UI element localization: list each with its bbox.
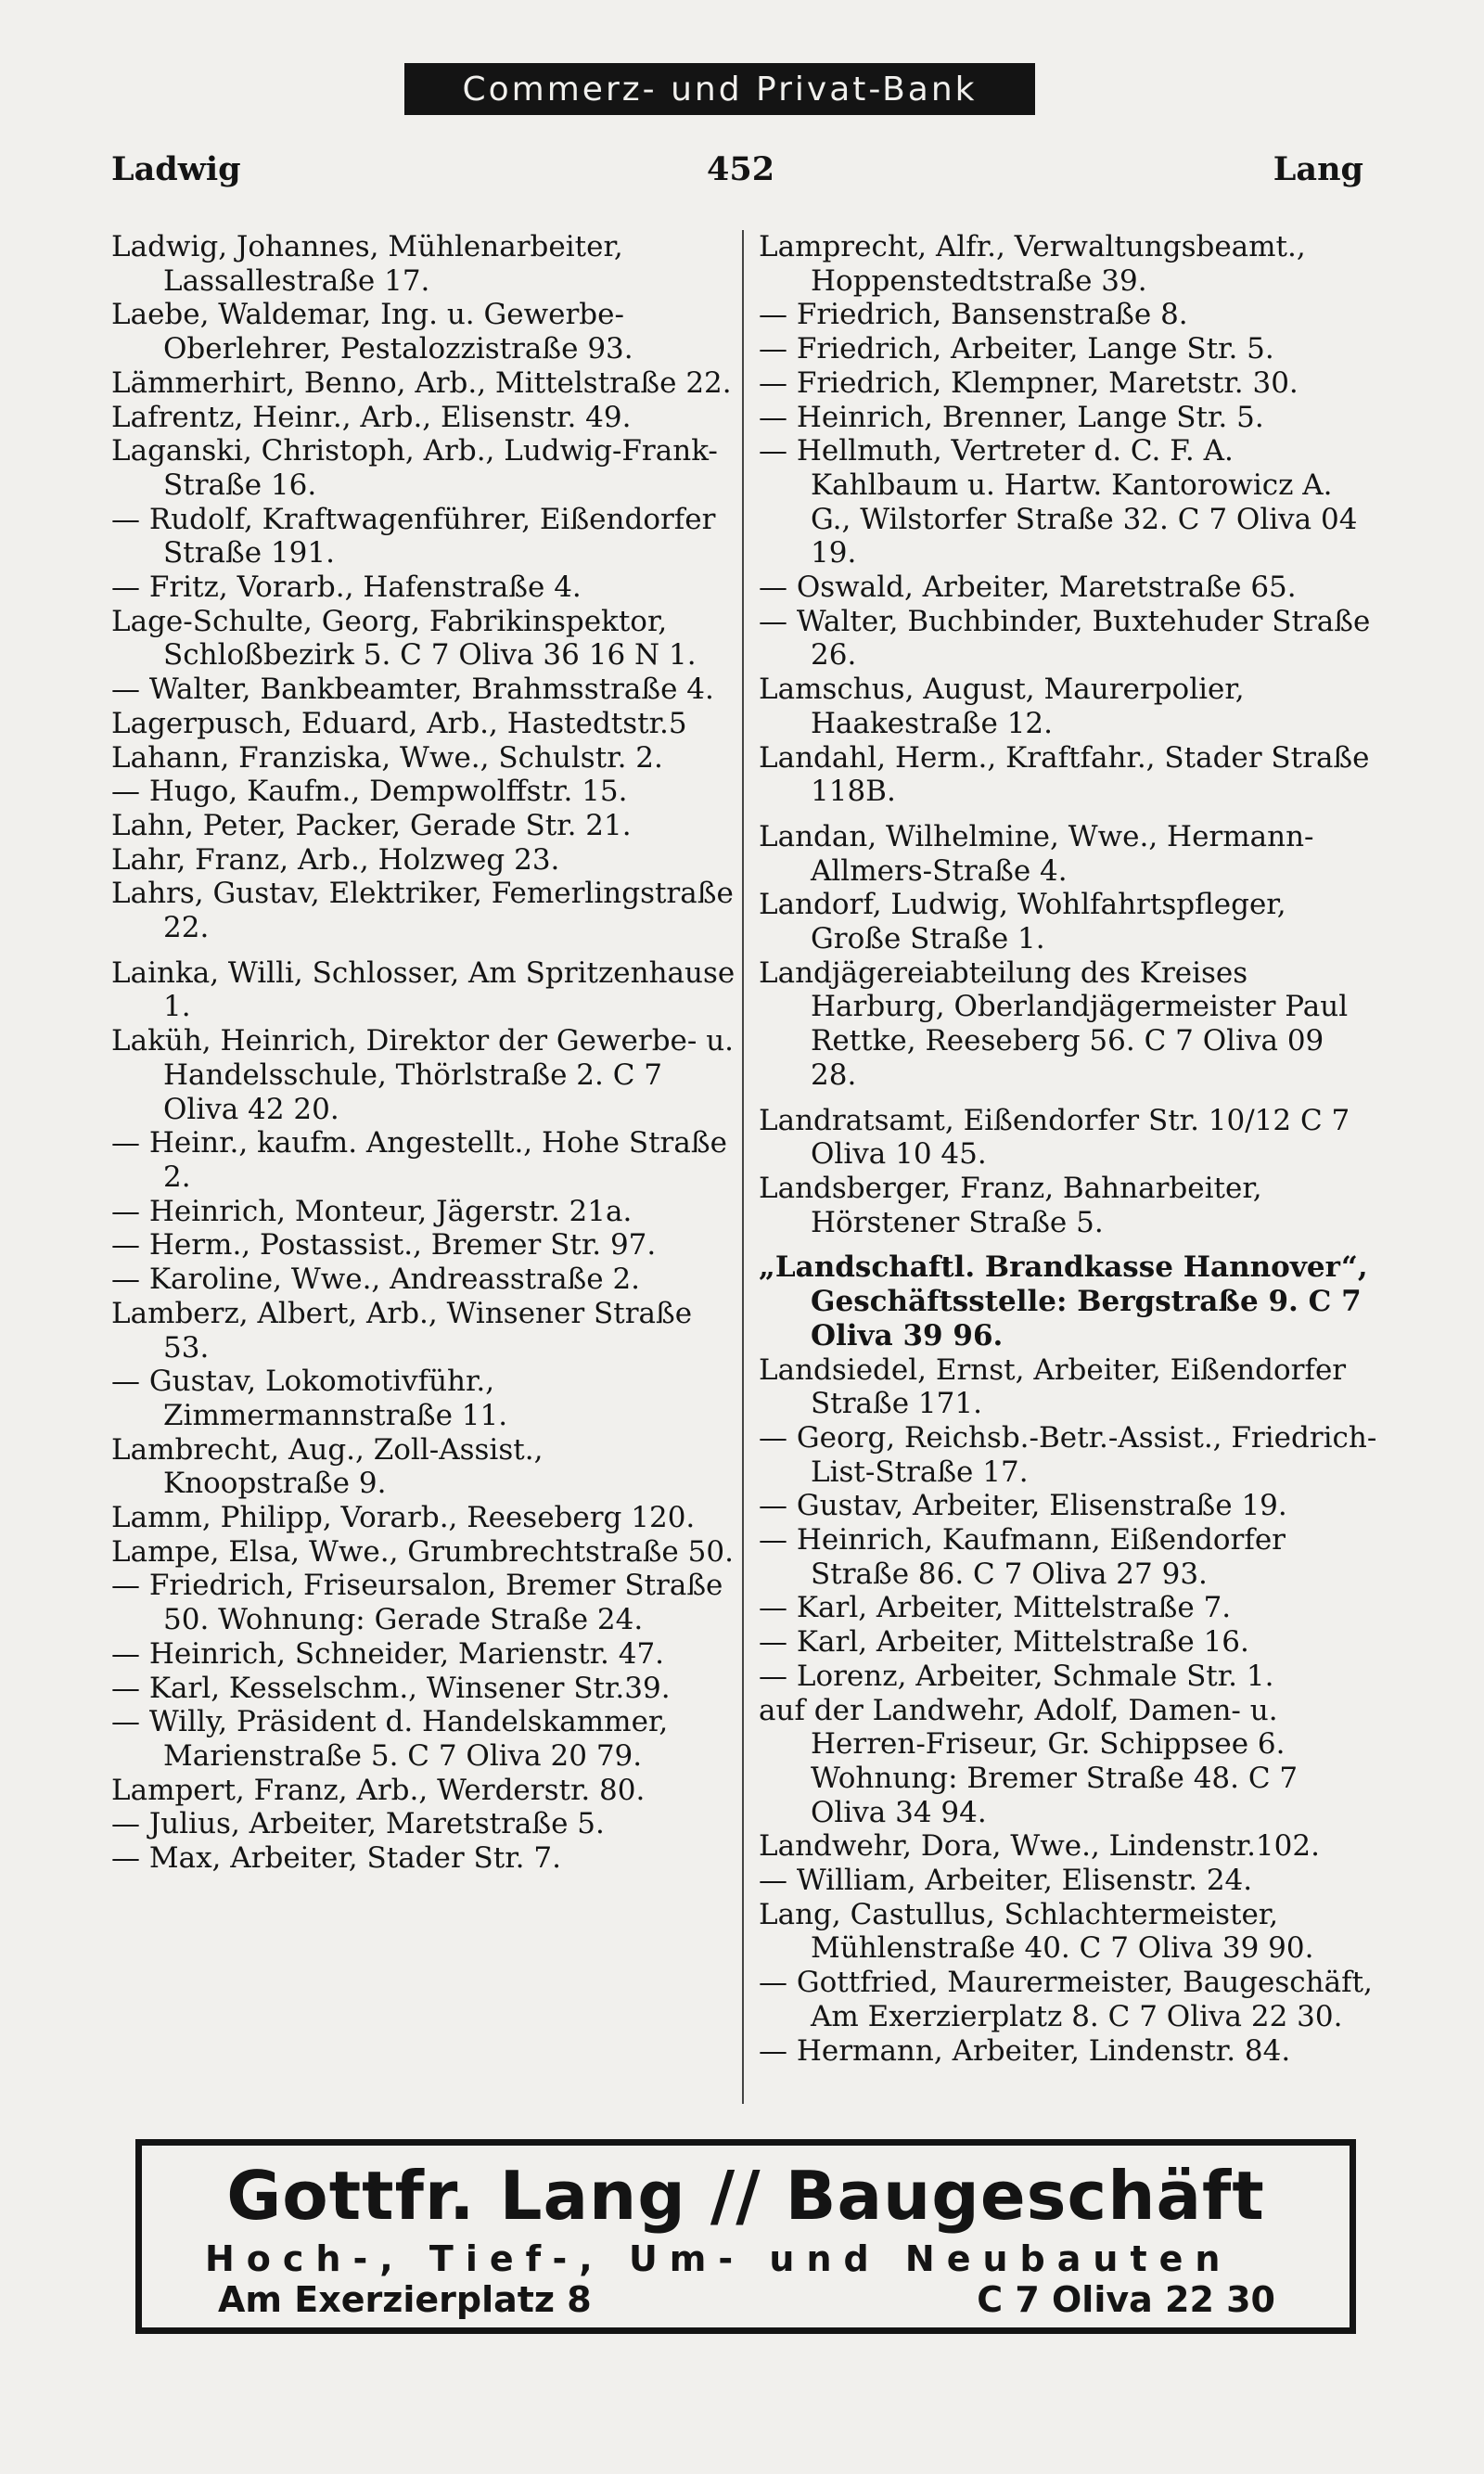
- header-left-keyword: Ladwig: [111, 150, 241, 188]
- directory-entry: — Karoline, Wwe., Andreasstraße 2.: [111, 1263, 641, 1297]
- directory-entry: — Heinrich, Monteur, Jägerstr. 21a.: [111, 1194, 633, 1228]
- directory-entry: Landsiedel, Ernst, Arbeiter, Eißendorfer Straße 171.: [759, 1352, 1347, 1421]
- directory-entry: — Heinrich, Schneider, Marienstr. 47.: [111, 1636, 665, 1671]
- directory-entry: Laküh, Heinrich, Direktor der Gewerbe- u. Handelsschule, Thörlstraße 2. C 7 Oliva 42 20.: [111, 1024, 735, 1126]
- directory-entry: Lamprecht, Alfr., Verwaltungsbeamt., Hoppenstedtstraße 39.: [759, 230, 1306, 298]
- directory-entry: — Friedrich, Bansenstraße 8.: [759, 298, 1188, 332]
- directory-entry: — Friedrich, Friseursalon, Bremer Straße 50. Wohnung: Gerade Straße 24.: [111, 1569, 723, 1637]
- directory-entry: Lainka, Willi, Schlosser, Am Spritzenhause 1.: [111, 955, 736, 1024]
- directory-entry: Lafrentz, Heinr., Arb., Elisenstr. 49.: [111, 400, 632, 434]
- directory-entry: Lämmerhirt, Benno, Arb., Mittelstraße 22.: [111, 365, 732, 400]
- page-number: 452: [707, 150, 775, 188]
- directory-entry: Landahl, Herm., Kraftfahr., Stader Straße 118B.: [759, 740, 1370, 809]
- directory-entry: — Julius, Arbeiter, Maretstraße 5.: [111, 1807, 605, 1841]
- directory-entry: — Max, Arbeiter, Stader Str. 7.: [111, 1841, 561, 1876]
- directory-entry: — Herm., Postassist., Bremer Str. 97.: [111, 1228, 657, 1263]
- directory-entry: — Karl, Arbeiter, Mittelstraße 16.: [759, 1625, 1249, 1660]
- directory-entry: — Fritz, Vorarb., Hafenstraße 4.: [111, 570, 582, 605]
- directory-entry: — Georg, Reichsb.-Betr.-Assist., Friedrich-List-Straße 17.: [759, 1420, 1377, 1489]
- directory-entry: — Walter, Buchbinder, Buxtehuder Straße 26.: [759, 604, 1371, 673]
- directory-entry: Lamberz, Albert, Arb., Winsener Straße 53.: [111, 1296, 693, 1365]
- directory-entry: — Friedrich, Klempner, Maretstr. 30.: [759, 365, 1298, 400]
- ad-subtitle: Hoch-, Tief-, Um- und Neubauten: [205, 2238, 1233, 2279]
- left-column: [111, 230, 737, 1876]
- directory-entry: — Lorenz, Arbeiter, Schmale Str. 1.: [759, 1659, 1274, 1693]
- directory-entry: — Gottfried, Maurermeister, Baugeschäft, Am Exerzierplatz 8. C 7 Oliva 22 30.: [759, 1966, 1373, 2033]
- directory-entry: Lampe, Elsa, Wwe., Grumbrechtstraße 50.: [111, 1534, 734, 1569]
- directory-entry: — Gustav, Arbeiter, Elisenstraße 19.: [759, 1489, 1287, 1523]
- advertisement-box: [135, 2139, 1356, 2334]
- column-divider: [742, 230, 744, 2104]
- bank-banner: Commerz- und Privat-Bank: [404, 63, 1035, 115]
- directory-entry: — Heinr., kaufm. Angestellt., Hohe Straße 2.: [111, 1126, 727, 1194]
- directory-entry: — Heinrich, Brenner, Lange Str. 5.: [759, 400, 1264, 434]
- directory-entry: — Willy, Präsident d. Handelskammer, Marienstraße 5. C 7 Oliva 20 79.: [111, 1705, 669, 1773]
- directory-entry: — Hermann, Arbeiter, Lindenstr. 84.: [759, 2033, 1291, 2068]
- ad-address: Am Exerzierplatz 8: [218, 2279, 592, 2320]
- directory-entry: Lahn, Peter, Packer, Gerade Str. 21.: [111, 808, 632, 842]
- directory-entry: — Rudolf, Kraftwagenführer, Eißendorfer Straße 191.: [111, 502, 716, 570]
- directory-entry: — Hugo, Kaufm., Dempwolffstr. 15.: [111, 775, 628, 809]
- directory-entry: Lahrs, Gustav, Elektriker, Femerlingstraße 22.: [111, 877, 734, 945]
- directory-entry: — William, Arbeiter, Elisenstr. 24.: [759, 1864, 1253, 1898]
- directory-entry: Lagerpusch, Eduard, Arb., Hastedtstr.5: [111, 706, 687, 740]
- directory-entry: Lahann, Franziska, Wwe., Schulstr. 2.: [111, 740, 663, 775]
- directory-entry: — Karl, Arbeiter, Mittelstraße 7.: [759, 1591, 1232, 1625]
- directory-entry: Landsberger, Franz, Bahnarbeiter, Hörstener Straße 5.: [759, 1171, 1262, 1239]
- directory-entry: Landjägereiabteilung des Kreises Harburg, Oberlandjägermeister Paul Rettke, Reeseberg 56. C 7 Oliva 09 28.: [759, 955, 1349, 1092]
- directory-entry: Landwehr, Dora, Wwe., Lindenstr.102.: [759, 1829, 1320, 1864]
- directory-entry: — Hellmuth, Vertreter d. C. F. A. Kahlbaum u. Hartw. Kantorowicz A. G., Wilstorfer Straße 32. C 7 Oliva 04 19.: [759, 434, 1358, 570]
- directory-entry: Ladwig, Johannes, Mühlenarbeiter, Lassallestraße 17.: [111, 230, 623, 298]
- directory-entry: auf der Landwehr, Adolf, Damen- u. Herren-Friseur, Gr. Schippsee 6. Wohnung: Bremer Straße 48. C 7 Oliva 34 94.: [759, 1693, 1298, 1829]
- directory-entry: Lamschus, August, Maurerpolier, Haakestraße 12.: [759, 673, 1245, 740]
- running-head: [111, 150, 1363, 197]
- directory-entry: Landratsamt, Eißendorfer Str. 10/12 C 7 Oliva 10 45.: [759, 1103, 1350, 1172]
- directory-entry: Landan, Wilhelmine, Wwe., Hermann-Allmers-Straße 4.: [759, 819, 1314, 888]
- directory-entry: — Gustav, Lokomotivführ., Zimmermannstraße 11.: [111, 1365, 508, 1432]
- directory-entry: Lambrecht, Aug., Zoll-Assist., Knoopstraße 9.: [111, 1432, 544, 1501]
- header-right-keyword: Lang: [1273, 150, 1363, 188]
- directory-entry: — Heinrich, Kaufmann, Eißendorfer Straße 86. C 7 Oliva 27 93.: [759, 1523, 1286, 1591]
- directory-entry: Lamm, Philipp, Vorarb., Reeseberg 120.: [111, 1501, 696, 1535]
- directory-entry: Laganski, Christoph, Arb., Ludwig-Frank-Straße 16.: [111, 434, 718, 502]
- directory-entry: „Landschaftl. Brandkasse Hannover“, Geschäftsstelle: Bergstraße 9. C 7 Oliva 39 96.: [759, 1250, 1368, 1352]
- directory-entry: — Friedrich, Arbeiter, Lange Str. 5.: [759, 332, 1274, 366]
- ad-phone: C 7 Oliva 22 30: [977, 2279, 1275, 2320]
- directory-entry: Lahr, Franz, Arb., Holzweg 23.: [111, 842, 560, 877]
- directory-entry: Lage-Schulte, Georg, Fabrikinspektor, Schloßbezirk 5. C 7 Oliva 36 16 N 1.: [111, 604, 697, 673]
- directory-entry: — Walter, Bankbeamter, Brahmsstraße 4.: [111, 673, 714, 707]
- right-column: [759, 230, 1378, 2068]
- directory-entry: Lampert, Franz, Arb., Werderstr. 80.: [111, 1773, 646, 1807]
- directory-entry: Landorf, Ludwig, Wohlfahrtspfleger, Große Straße 1.: [759, 888, 1286, 956]
- ad-title: Gottfr. Lang // Baugeschäft: [226, 2157, 1265, 2235]
- directory-entry: Laebe, Waldemar, Ing. u. Gewerbe-Oberlehrer, Pestalozzistraße 93.: [111, 298, 633, 366]
- directory-entry: — Oswald, Arbeiter, Maretstraße 65.: [759, 570, 1297, 605]
- directory-entry: Lang, Castullus, Schlachtermeister, Mühlenstraße 40. C 7 Oliva 39 90.: [759, 1897, 1314, 1966]
- directory-entry: — Karl, Kesselschm., Winsener Str.39.: [111, 1671, 671, 1705]
